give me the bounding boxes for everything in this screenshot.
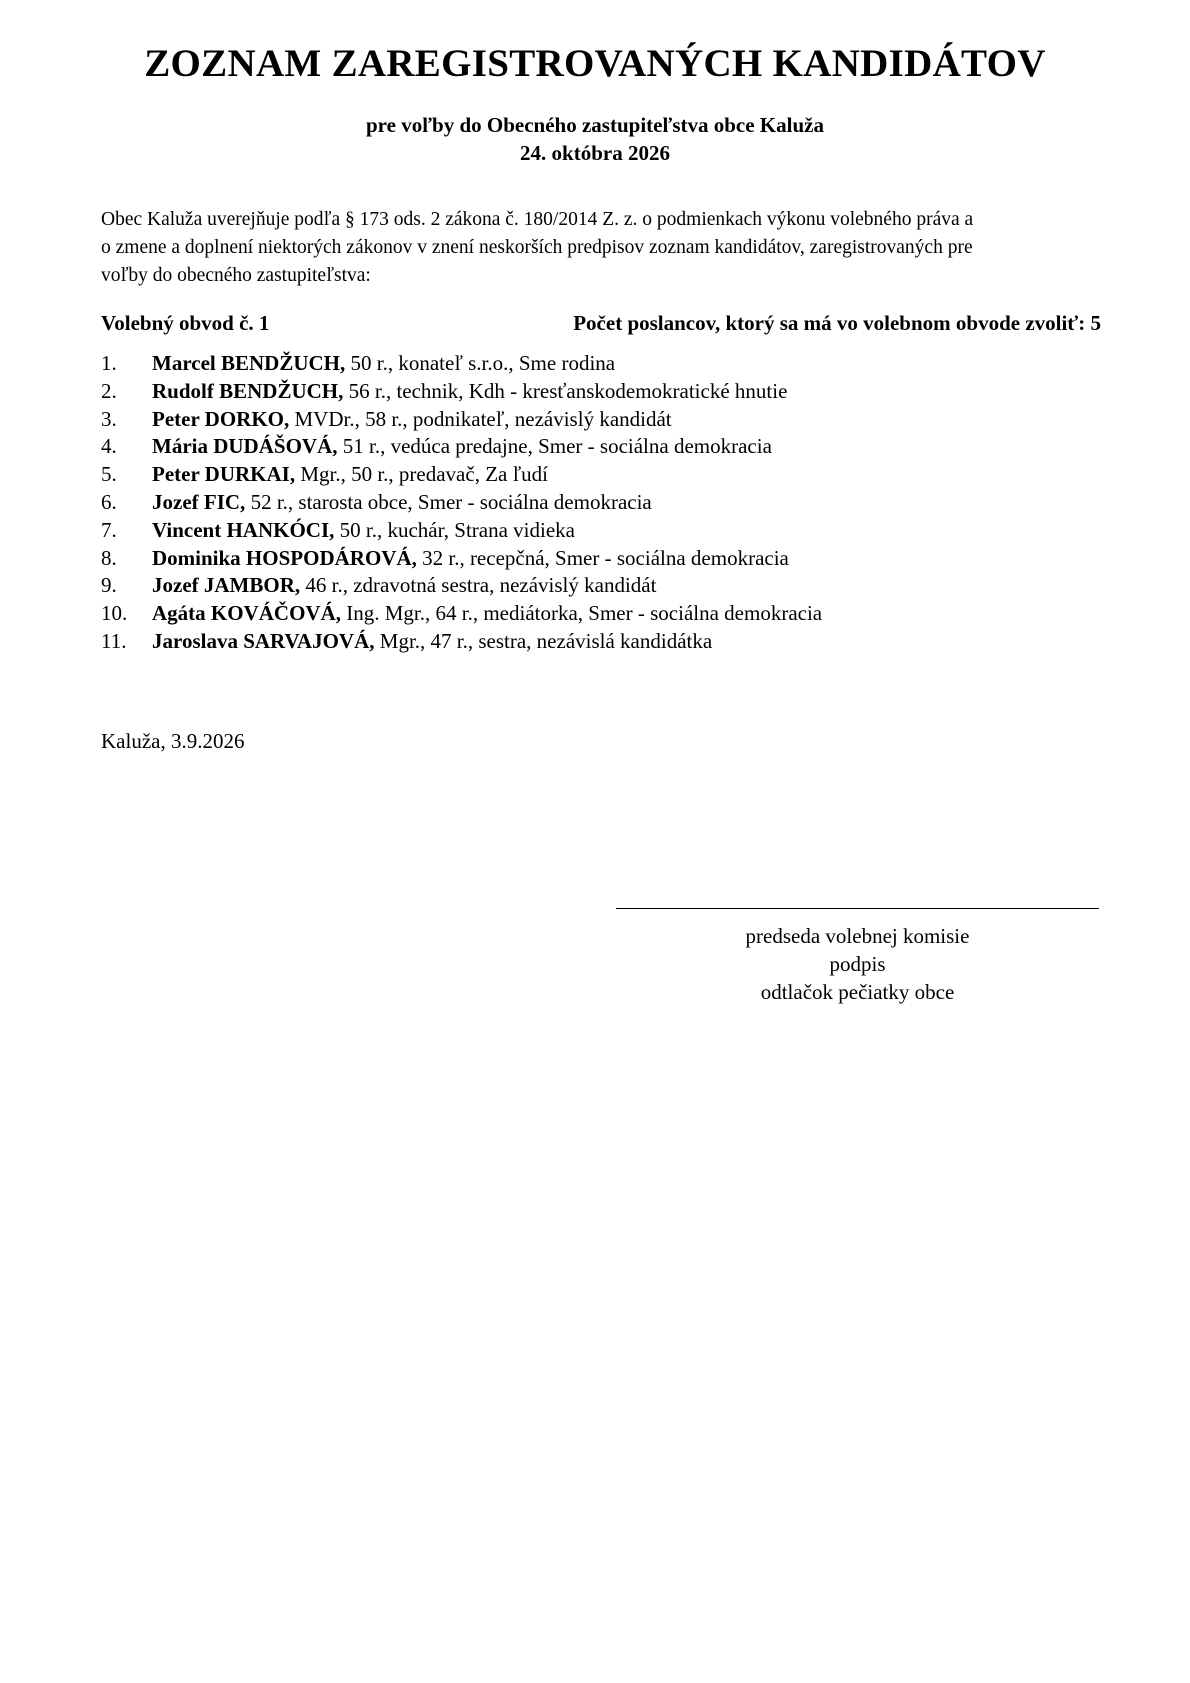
candidate-number: 10.	[101, 601, 128, 626]
candidate-name: Jozef FIC,	[152, 489, 246, 514]
candidate-entry	[152, 406, 672, 434]
candidate-name: Mária DUDÁŠOVÁ,	[152, 434, 338, 459]
candidate-name: Dominika HOSPODÁROVÁ,	[152, 545, 417, 570]
candidate-name: Peter DORKO,	[152, 406, 290, 431]
candidate-item	[101, 517, 1101, 545]
candidate-entry	[152, 433, 772, 461]
signature-caption: predseda volebnej komisie	[745, 924, 970, 948]
candidate-item	[101, 600, 1101, 628]
intro-line: Obec Kaluža uverejňuje podľa § 173 ods. 2 zákona č. 180/2014 Z. z. o podmienkach výkonu volebného práva a	[101, 209, 974, 230]
candidate-name: Rudolf BENDŽUCH,	[152, 378, 344, 403]
candidate-item	[101, 350, 1101, 378]
candidate-item	[101, 433, 1101, 461]
candidate-number: 1.	[101, 351, 117, 375]
candidate-number: 7.	[101, 517, 117, 542]
district-header	[101, 308, 1101, 338]
candidate-name: Jozef JAMBOR,	[152, 573, 301, 598]
candidate-entry	[152, 600, 822, 628]
document-title: ZOZNAM ZAREGISTROVANÝCH KANDIDÁTOV	[144, 42, 1046, 85]
candidate-name: Vincent HANKÓCI,	[152, 517, 335, 542]
signature-line	[616, 908, 1099, 909]
candidate-entry	[152, 378, 787, 406]
candidate-entry	[152, 461, 548, 489]
candidate-number: 11.	[101, 628, 127, 653]
candidate-name: Jaroslava SARVAJOVÁ,	[152, 628, 375, 653]
candidate-details: 46 r., zdravotná sestra, nezávislý kandidát	[300, 573, 657, 598]
candidate-details: 52 r., starosta obce, Smer - sociálna demokracia	[245, 489, 652, 514]
candidate-entry	[152, 489, 652, 517]
signature-caption: odtlačok pečiatky obce	[760, 980, 955, 1004]
candidate-details: Mgr., 50 r., predavač, Za ľudí	[295, 462, 548, 487]
candidate-details: 50 r., konateľ s.r.o., Sme rodina	[345, 351, 616, 375]
election-date: 24. októbra 2026	[520, 141, 670, 165]
intro-paragraph	[101, 206, 1101, 290]
candidate-list	[101, 350, 1101, 656]
candidate-item	[101, 461, 1101, 489]
candidate-entry	[152, 517, 575, 545]
intro-line: voľby do obecného zastupiteľstva:	[101, 265, 371, 286]
signature-block	[616, 922, 1099, 1006]
candidate-details: 50 r., kuchár, Strana vidieka	[334, 517, 575, 542]
candidate-entry	[152, 628, 712, 656]
candidate-item	[101, 378, 1101, 406]
candidate-item	[101, 489, 1101, 517]
candidate-name: Peter DURKAI,	[152, 462, 296, 487]
candidate-item	[101, 545, 1101, 573]
document-subtitle	[0, 111, 1190, 167]
candidate-item	[101, 572, 1101, 600]
candidate-details: 56 r., technik, Kdh - kresťanskodemokratické hnutie	[343, 378, 788, 403]
intro-line: o zmene a doplnení niektorých zákonov v znení neskorších predpisov zoznam kandidátov, zaregistrovaných pre	[101, 237, 973, 258]
candidate-entry	[152, 350, 615, 378]
election-subtitle: pre voľby do Obecného zastupiteľstva obce Kaluža	[366, 113, 824, 137]
candidate-number: 3.	[101, 406, 117, 431]
candidate-number: 8.	[101, 545, 117, 570]
candidate-details: 51 r., vedúca predajne, Smer - sociálna demokracia	[337, 434, 772, 459]
candidate-details: Mgr., 47 r., sestra, nezávislá kandidátka	[374, 628, 713, 653]
candidate-number: 5.	[101, 462, 117, 487]
candidate-name: Agáta KOVÁČOVÁ,	[152, 601, 341, 626]
candidate-details: MVDr., 58 r., podnikateľ, nezávislý kandidát	[289, 406, 672, 431]
candidate-number: 4.	[101, 434, 117, 459]
candidate-item	[101, 628, 1101, 656]
candidate-details: 32 r., recepčná, Smer - sociálna demokracia	[416, 545, 789, 570]
candidate-details: Ing. Mgr., 64 r., mediátorka, Smer - sociálna demokracia	[341, 601, 823, 626]
signature-caption: podpis	[829, 952, 886, 976]
candidate-number: 6.	[101, 489, 117, 514]
candidate-number: 9.	[101, 573, 117, 598]
candidate-entry	[152, 572, 656, 600]
candidate-name: Marcel BENDŽUCH,	[152, 351, 346, 375]
seats-count-label: Počet poslancov, ktorý sa má vo volebnom obvode zvoliť: 5	[573, 311, 1101, 335]
candidate-item	[101, 406, 1101, 434]
candidate-number: 2.	[101, 378, 117, 403]
place-and-date: Kaluža, 3.9.2026	[101, 729, 245, 753]
candidate-entry	[152, 545, 789, 573]
district-label: Volebný obvod č. 1	[101, 311, 270, 335]
